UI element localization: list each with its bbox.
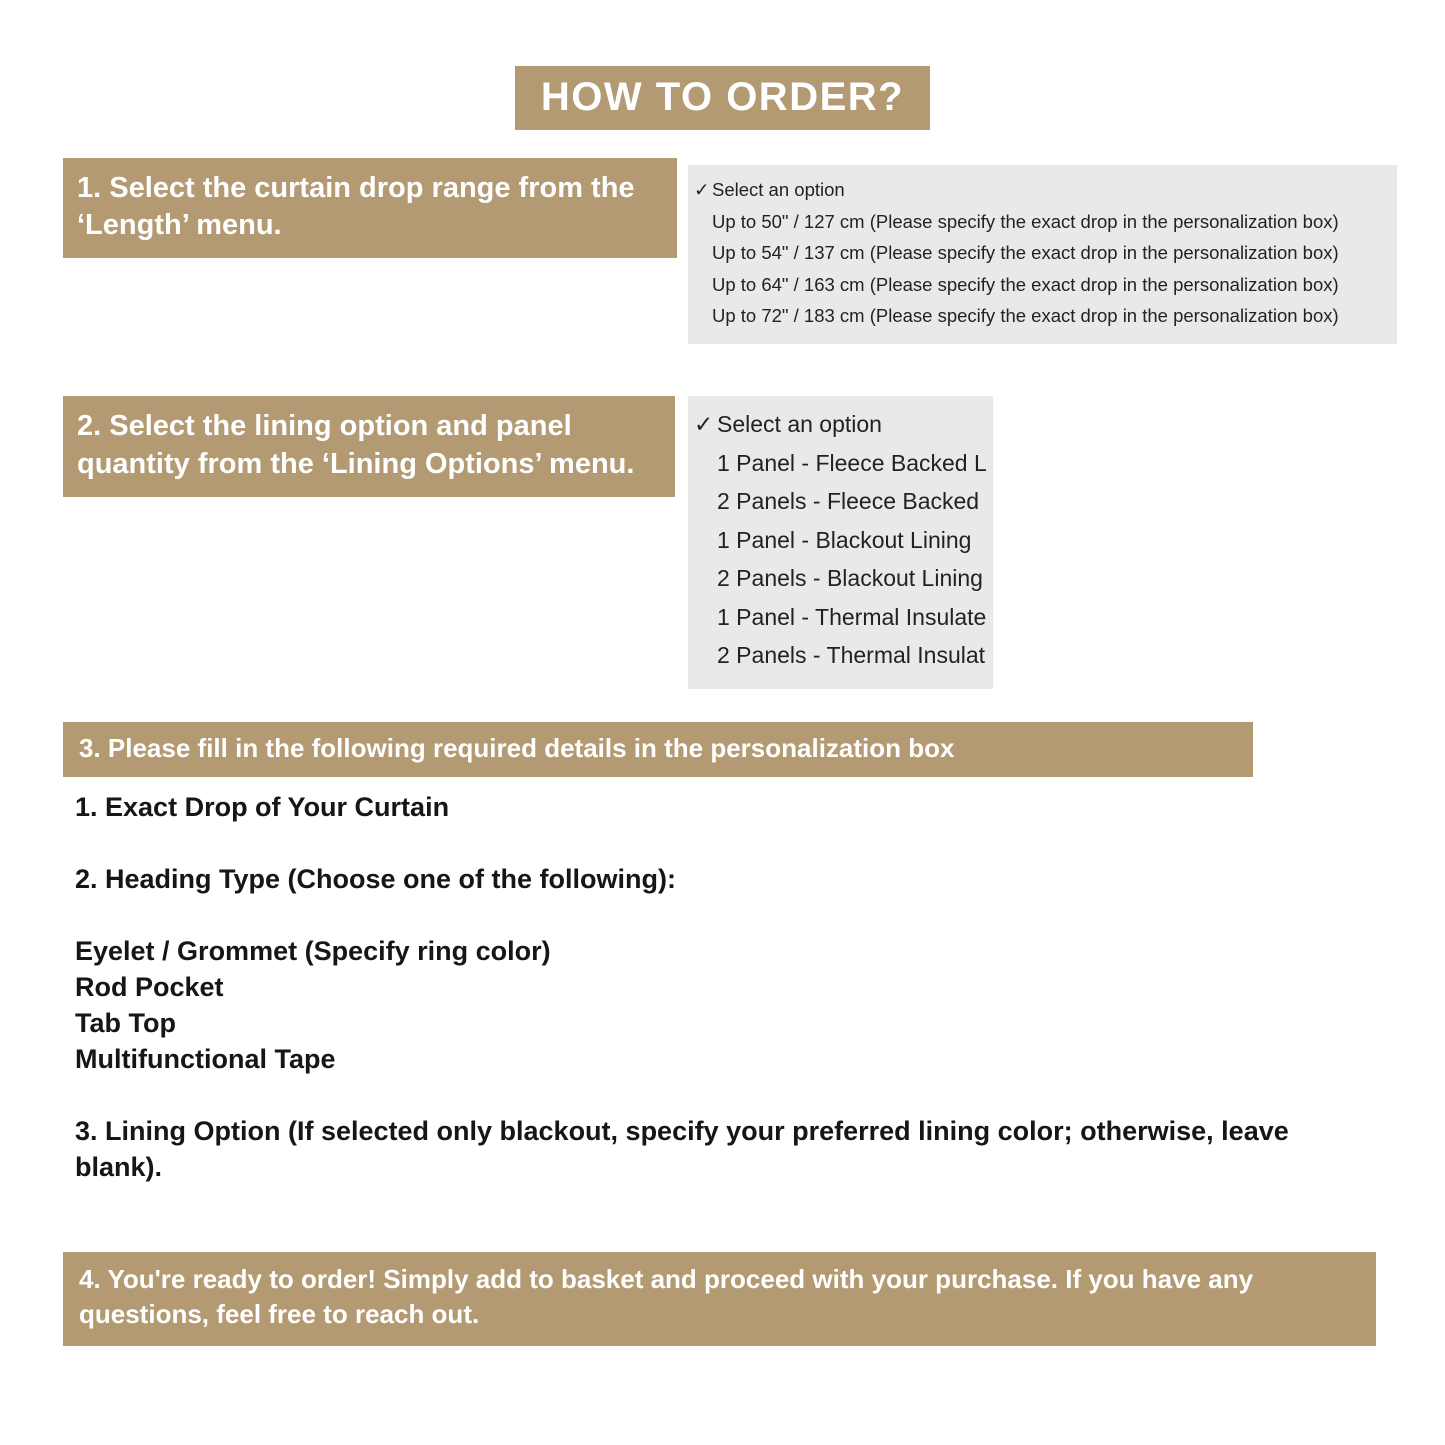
lining-dropdown-selected-option[interactable] [688, 405, 993, 444]
heading-option-eyelet: Eyelet / Grommet (Specify ring color) [75, 936, 551, 966]
step-2-banner: 2. Select the lining option and panel quantity from the ‘Lining Options’ menu. [63, 396, 675, 497]
check-icon: ✓ [694, 411, 714, 437]
lining-dropdown-option[interactable]: 1 Panel - Fleece Backed L [717, 449, 987, 476]
lining-dropdown-option[interactable]: 2 Panels - Blackout Lining [717, 565, 983, 591]
length-dropdown-option[interactable]: Up to 54" / 137 cm (Please specify the exact drop in the personalization box) [712, 242, 1339, 263]
lining-dropdown-option[interactable]: 1 Panel - Thermal Insulate [717, 603, 987, 630]
detail-lining-option: 3. Lining Option (If selected only blackout, specify your preferred lining color; otherwise, leave blank). [75, 1116, 1289, 1182]
heading-type-options [75, 934, 551, 1078]
page-title-wrapper [0, 66, 1445, 130]
length-dropdown-selected-option[interactable] [688, 174, 1397, 206]
lining-dropdown-option[interactable]: 2 Panels - Fleece Backed [717, 488, 980, 514]
length-dropdown-option[interactable]: Up to 72" / 183 cm (Please specify the exact drop in the personalization box) [712, 305, 1339, 326]
length-dropdown-option[interactable]: Up to 50" / 127 cm (Please specify the exact drop in the personalization box) [712, 210, 1339, 232]
lining-dropdown-selected-label: Select an option [717, 411, 882, 437]
lining-options-dropdown[interactable] [688, 396, 993, 689]
heading-option-tab-top: Tab Top [75, 1007, 176, 1038]
detail-heading-type: 2. Heading Type (Choose one of the following): [75, 864, 676, 894]
lining-dropdown-option[interactable]: 1 Panel - Blackout Lining [717, 526, 972, 553]
step-1-banner: 1. Select the curtain drop range from the ‘Length’ menu. [63, 158, 677, 258]
step-4-banner: 4. You're ready to order! Simply add to basket and proceed with your purchase. If you have any questions, feel free to reach out. [63, 1252, 1376, 1346]
page-title: HOW TO ORDER? [515, 66, 930, 130]
heading-option-multifunctional-tape: Multifunctional Tape [75, 1043, 336, 1074]
lining-dropdown-option[interactable]: 2 Panels - Thermal Insulat [717, 642, 986, 668]
heading-option-rod-pocket: Rod Pocket [75, 971, 224, 1002]
step-3-banner: 3. Please fill in the following required details in the personalization box [63, 722, 1253, 777]
length-dropdown-option[interactable]: Up to 64" / 163 cm (Please specify the exact drop in the personalization box) [712, 273, 1339, 295]
detail-exact-drop: 1. Exact Drop of Your Curtain [75, 792, 450, 822]
length-dropdown[interactable] [688, 165, 1397, 344]
check-icon: ✓ [694, 179, 710, 200]
length-dropdown-selected-label: Select an option [712, 179, 845, 200]
